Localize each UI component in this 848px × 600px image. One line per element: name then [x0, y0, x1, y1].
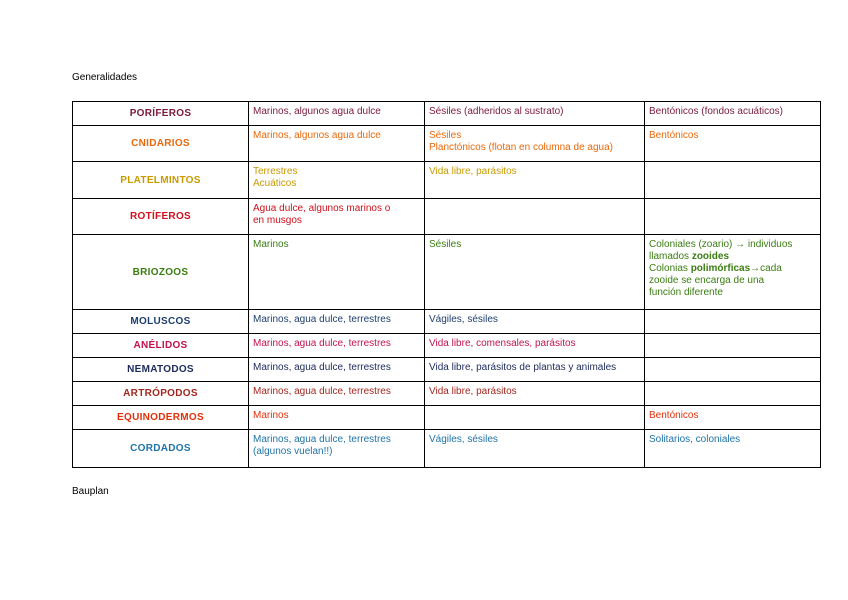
text-segment: →cada — [750, 263, 782, 274]
phylum-name: ROTÍFEROS — [73, 199, 249, 235]
notes-cell — [645, 126, 821, 162]
notes-cell — [645, 162, 821, 199]
notes-cell — [645, 310, 821, 334]
cell-line: Vida libre, parásitos de plantas y animales — [429, 362, 617, 373]
cell-line: Agua dulce, algunos marinos o — [253, 203, 391, 214]
lifestyle-cell — [425, 199, 645, 235]
notes-cell — [645, 406, 821, 430]
habitat-cell — [249, 382, 425, 406]
table-row — [73, 310, 821, 334]
cell-line: Sésiles — [429, 130, 462, 141]
cell-line — [649, 287, 816, 299]
text-segment: llamados — [649, 251, 692, 262]
cell-line: en musgos — [253, 215, 302, 226]
cell-line — [649, 275, 816, 287]
cell-line: Vida libre, comensales, parásitos — [429, 338, 576, 349]
lifestyle-cell — [425, 235, 645, 310]
notes-cell — [645, 430, 821, 468]
table-row — [73, 199, 821, 235]
table-row — [73, 102, 821, 126]
text-segment: zooide se encarga de una — [649, 275, 765, 286]
heading-generalidades: Generalidades — [72, 72, 138, 83]
habitat-cell — [249, 358, 425, 382]
cell-line: Sésiles — [429, 239, 462, 250]
table-row — [73, 406, 821, 430]
habitat-cell — [249, 235, 425, 310]
table-row — [73, 126, 821, 162]
habitat-cell — [249, 162, 425, 199]
lifestyle-cell — [425, 406, 645, 430]
phylum-name: CNIDARIOS — [73, 126, 249, 162]
cell-line: Marinos, agua dulce, terrestres — [253, 338, 391, 349]
cell-line: Marinos, agua dulce, terrestres — [253, 386, 391, 397]
lifestyle-cell — [425, 334, 645, 358]
phylum-name: NEMATODOS — [73, 358, 249, 382]
cell-line: Marinos, algunos agua dulce — [253, 106, 381, 117]
heading-bauplan: Bauplan — [72, 486, 109, 497]
text-segment: Coloniales (zoario) → individuos — [649, 239, 793, 250]
cell-line: Bentónicos (fondos acuáticos) — [649, 106, 783, 117]
cell-line: Marinos, agua dulce, terrestres — [253, 314, 391, 325]
habitat-cell — [249, 310, 425, 334]
lifestyle-cell — [425, 126, 645, 162]
table-row — [73, 382, 821, 406]
cell-line: Bentónicos — [649, 410, 699, 421]
table-row — [73, 235, 821, 310]
bold-term: zooides — [691, 251, 730, 262]
cell-line: Marinos, algunos agua dulce — [253, 130, 381, 141]
table-row — [73, 334, 821, 358]
cell-line: (algunos vuelan!!) — [253, 446, 333, 457]
cell-line: Vágiles, sésiles — [429, 314, 498, 325]
phylum-name: BRIOZOOS — [73, 235, 249, 310]
cell-line: Vágiles, sésiles — [429, 434, 498, 445]
lifestyle-cell — [425, 358, 645, 382]
phylum-name: ANÉLIDOS — [73, 334, 249, 358]
cell-line: Marinos, agua dulce, terrestres — [253, 434, 391, 445]
cell-line: Terrestres — [253, 166, 298, 177]
table-row — [73, 162, 821, 199]
phyla-table — [72, 101, 821, 468]
text-segment: Colonias — [649, 263, 691, 274]
phylum-name: CORDADOS — [73, 430, 249, 468]
habitat-cell — [249, 102, 425, 126]
cell-line — [649, 251, 816, 263]
bold-term: polimórficas — [690, 263, 751, 274]
cell-line: Marinos, agua dulce, terrestres — [253, 362, 391, 373]
cell-line: Solitarios, coloniales — [649, 434, 741, 445]
cell-line: Marinos — [253, 239, 289, 250]
lifestyle-cell — [425, 382, 645, 406]
lifestyle-cell — [425, 162, 645, 199]
notes-cell — [645, 235, 821, 310]
cell-line: Acuáticos — [253, 178, 297, 189]
habitat-cell — [249, 199, 425, 235]
lifestyle-cell — [425, 102, 645, 126]
table-row — [73, 430, 821, 468]
phylum-name: EQUINODERMOS — [73, 406, 249, 430]
notes-cell — [645, 358, 821, 382]
cell-line: Bentónicos — [649, 130, 699, 141]
notes-cell — [645, 334, 821, 358]
cell-line: Planctónicos (flotan en columna de agua) — [429, 142, 614, 153]
phylum-name: MOLUSCOS — [73, 310, 249, 334]
habitat-cell — [249, 406, 425, 430]
cell-line: Marinos — [253, 410, 289, 421]
notes-cell — [645, 199, 821, 235]
lifestyle-cell — [425, 430, 645, 468]
cell-line: Vida libre, parásitos — [429, 166, 517, 177]
cell-line: Sésiles (adheridos al sustrato) — [429, 106, 564, 117]
cell-line — [649, 239, 816, 251]
habitat-cell — [249, 126, 425, 162]
phylum-name: PLATELMINTOS — [73, 162, 249, 199]
cell-line — [649, 263, 816, 275]
cell-line: Vida libre, parásitos — [429, 386, 517, 397]
habitat-cell — [249, 430, 425, 468]
habitat-cell — [249, 334, 425, 358]
phyla-table-body — [73, 102, 821, 468]
lifestyle-cell — [425, 310, 645, 334]
phylum-name: ARTRÓPODOS — [73, 382, 249, 406]
text-segment: función diferente — [649, 287, 723, 298]
notes-cell — [645, 102, 821, 126]
phylum-name: PORÍFEROS — [73, 102, 249, 126]
notes-cell — [645, 382, 821, 406]
table-row — [73, 358, 821, 382]
